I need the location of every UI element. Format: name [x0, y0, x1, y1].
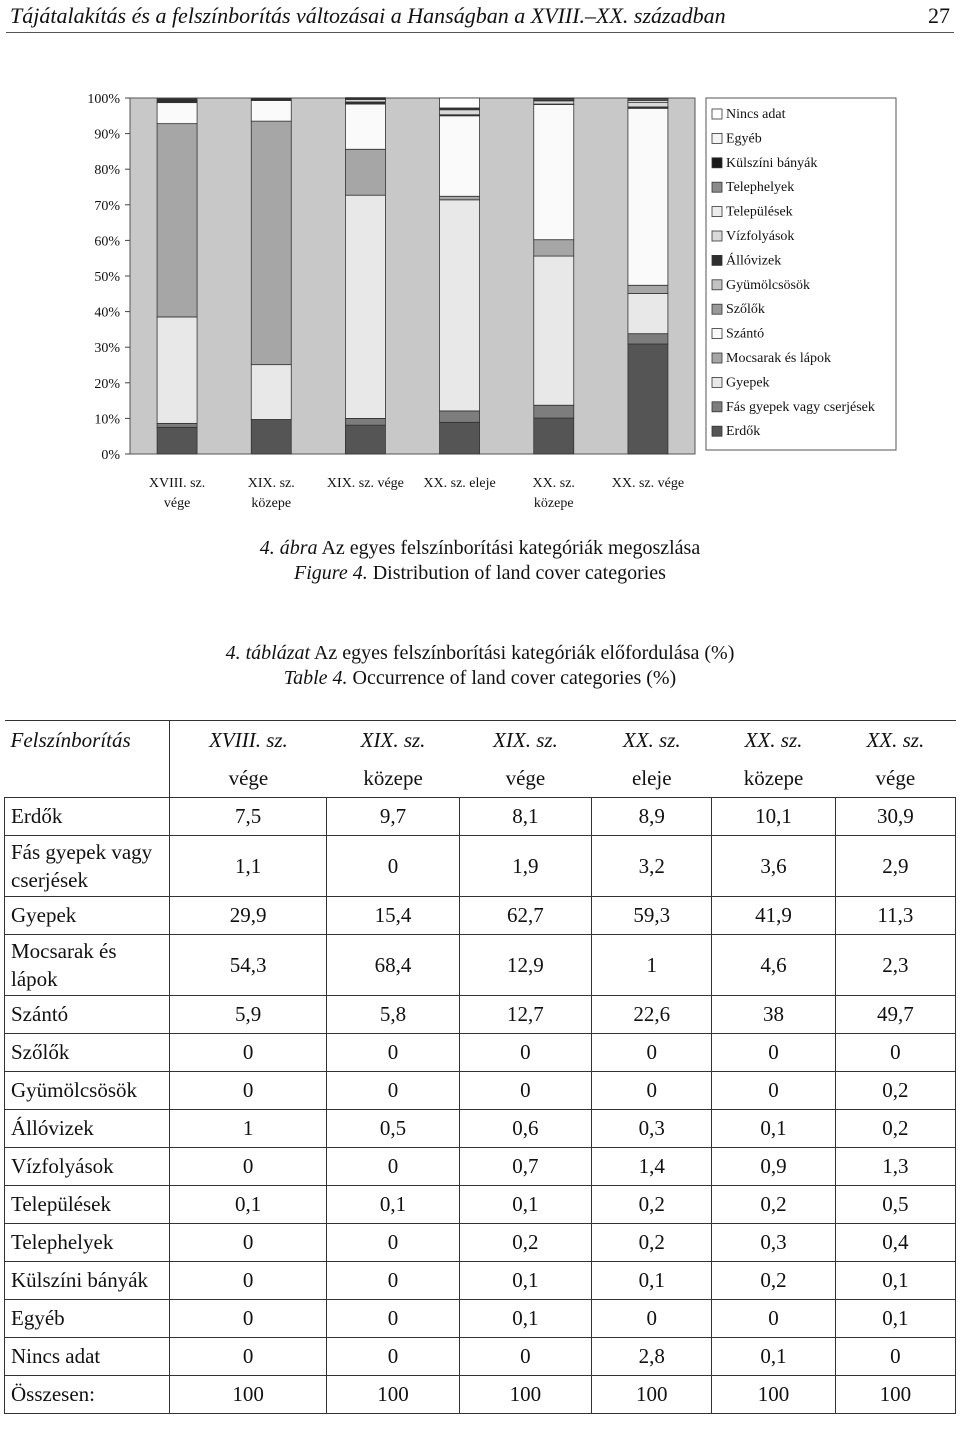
table-cell: 0,1	[459, 1186, 591, 1224]
legend-swatch	[712, 182, 722, 192]
table-cell: 0,4	[835, 1224, 955, 1262]
table-cell: 0	[459, 1072, 591, 1110]
table-cell: 1,4	[592, 1148, 712, 1186]
table-cell: 0,6	[459, 1110, 591, 1148]
table-cell: 15,4	[327, 897, 459, 935]
table-cell: 0	[170, 1300, 327, 1338]
legend-label: Nincs adat	[726, 107, 786, 122]
table-row	[5, 1148, 956, 1186]
legend-label: Külszíni bányák	[726, 155, 818, 171]
legend-label: Szántó	[726, 326, 765, 342]
table-cell: 0	[459, 1338, 591, 1376]
table-row-label: Fás gyepek vagy cserjések	[5, 836, 170, 897]
table-header-cell: vége	[170, 759, 327, 798]
table-cell: 0	[592, 1300, 712, 1338]
table-row	[5, 1338, 956, 1376]
x-tick-label: közepe	[533, 496, 574, 511]
table-header-cell: közepe	[327, 759, 459, 798]
table-cell: 59,3	[592, 897, 712, 935]
table-cell: 0,2	[835, 1072, 955, 1110]
table-row-label: Külszíni bányák	[5, 1262, 170, 1300]
table-cell: 68,4	[327, 935, 459, 996]
legend-swatch	[712, 304, 722, 314]
legend-label: Települések	[726, 204, 793, 220]
table-cell: 4,6	[712, 935, 835, 996]
table-cell: 11,3	[835, 897, 955, 935]
table-row	[5, 897, 956, 935]
table-header-cell: vége	[835, 759, 955, 798]
legend-swatch	[712, 426, 722, 436]
table-cell: 2,8	[592, 1338, 712, 1376]
table-row	[5, 1262, 956, 1300]
bar-segment	[440, 116, 480, 196]
table-cell: 0	[592, 1034, 712, 1072]
table-cell: 0	[327, 1034, 459, 1072]
table-cell: 0	[712, 1300, 835, 1338]
bar-segment	[440, 422, 480, 454]
legend-swatch	[712, 109, 722, 119]
legend-label: Erdők	[726, 424, 761, 440]
legend-swatch	[712, 353, 722, 363]
table-cell: 0	[592, 1072, 712, 1110]
table-row	[5, 798, 956, 836]
bar-segment	[345, 98, 385, 99]
bar-segment	[440, 196, 480, 200]
table-row	[5, 996, 956, 1034]
table-cell: 54,3	[170, 935, 327, 996]
x-tick-label: XX. sz. eleje	[423, 476, 496, 491]
y-tick-label: 70%	[94, 198, 120, 214]
x-tick-label: vége	[163, 496, 191, 511]
bar-segment	[345, 149, 385, 195]
x-tick-label: XVIII. sz.	[148, 476, 206, 491]
table-cell: 0,1	[835, 1300, 955, 1338]
table-cell: 41,9	[712, 897, 835, 935]
legend-swatch	[712, 158, 722, 168]
table-cell: 100	[170, 1376, 327, 1414]
table-cell: 29,9	[170, 897, 327, 935]
bar-segment	[440, 110, 480, 115]
legend-label: Gyepek	[726, 375, 770, 391]
table-cell: 0,2	[592, 1224, 712, 1262]
bar-segment	[534, 240, 574, 256]
bar-segment	[345, 425, 385, 454]
x-tick-label: XX. sz.	[532, 476, 575, 491]
bar-segment	[157, 317, 197, 423]
figure-caption-en	[0, 560, 960, 586]
table-cell: 0,1	[327, 1186, 459, 1224]
bar-segment	[628, 293, 668, 333]
table-cell: 0,3	[712, 1224, 835, 1262]
table-cell: 0,7	[459, 1148, 591, 1186]
legend-swatch	[712, 231, 722, 241]
bar-segment	[157, 423, 197, 427]
bar-segment	[628, 98, 668, 99]
bar-segment	[534, 256, 574, 405]
table-text-hu: Az egyes felszínborítási kategóriák előfordulása (%)	[313, 642, 735, 664]
table-cell: 49,7	[835, 996, 955, 1034]
table-header-row-1	[5, 721, 956, 760]
table-cell: 1	[170, 1110, 327, 1148]
table-cell: 0,1	[712, 1338, 835, 1376]
table-header-cell: XIX. sz.	[327, 721, 459, 760]
bar-segment	[628, 334, 668, 344]
bar-segment	[157, 103, 197, 124]
table-cell: 0,1	[712, 1110, 835, 1148]
table-row-label: Állóvizek	[5, 1110, 170, 1148]
table-cell: 0	[327, 1224, 459, 1262]
table-row-label: Vízfolyások	[5, 1148, 170, 1186]
table-header-cell	[5, 759, 170, 798]
table-cell: 0,1	[592, 1262, 712, 1300]
figure-caption-hu	[0, 535, 960, 561]
table-caption-en	[0, 665, 960, 691]
plot-area	[130, 98, 695, 454]
table-cell: 0,2	[712, 1186, 835, 1224]
table-row	[5, 1376, 956, 1414]
table-cell: 100	[712, 1376, 835, 1414]
y-tick-label: 80%	[94, 163, 120, 179]
bar-segment	[534, 98, 574, 99]
table-cell: 0	[712, 1034, 835, 1072]
table-row-label: Gyümölcsösök	[5, 1072, 170, 1110]
legend-box	[706, 98, 896, 450]
table-cell: 0	[327, 836, 459, 897]
bar-segment	[251, 98, 291, 99]
table-row-label: Gyepek	[5, 897, 170, 935]
figure-label-hu: 4. ábra	[259, 537, 318, 559]
table-header-cell: eleje	[592, 759, 712, 798]
table-row	[5, 1300, 956, 1338]
table-cell: 2,3	[835, 935, 955, 996]
table-row	[5, 1110, 956, 1148]
table-cell: 0,3	[592, 1110, 712, 1148]
table-cell: 0,1	[459, 1262, 591, 1300]
legend-swatch	[712, 402, 722, 412]
bar-segment	[534, 104, 574, 239]
table-cell: 0	[170, 1224, 327, 1262]
table-cell: 30,9	[835, 798, 955, 836]
table-row	[5, 935, 956, 996]
table-header-cell: vége	[459, 759, 591, 798]
legend-label: Vízfolyások	[726, 229, 795, 244]
table-cell: 0,5	[327, 1110, 459, 1148]
land-cover-table	[4, 720, 956, 1414]
table-header-cell: XX. sz.	[712, 721, 835, 760]
table-row-label: Összesen:	[5, 1376, 170, 1414]
table-cell: 0	[327, 1338, 459, 1376]
bar-segment	[628, 108, 668, 285]
y-tick-label: 50%	[94, 270, 120, 285]
table-cell: 100	[459, 1376, 591, 1414]
bar-segment	[345, 418, 385, 425]
table-row-label: Egyéb	[5, 1300, 170, 1338]
table-cell: 0	[327, 1300, 459, 1338]
bar-segment	[534, 405, 574, 418]
bar-segment	[628, 102, 668, 107]
table-cell: 0	[170, 1072, 327, 1110]
table-header-cell: XIX. sz.	[459, 721, 591, 760]
table-cell: 1	[592, 935, 712, 996]
bar-segment	[440, 98, 480, 108]
table-label-en: Table 4.	[283, 667, 348, 689]
table-cell: 100	[592, 1376, 712, 1414]
table-cell: 5,9	[170, 996, 327, 1034]
table-cell: 0,2	[592, 1186, 712, 1224]
table-header-row-2	[5, 759, 956, 798]
bar-segment	[157, 124, 197, 317]
x-tick-label: közepe	[251, 496, 292, 511]
legend-label: Egyéb	[726, 131, 762, 147]
x-tick-label: XX. sz. vége	[611, 476, 685, 491]
y-tick-label: 40%	[94, 305, 120, 321]
table-cell: 0,5	[835, 1186, 955, 1224]
table-cell: 0,2	[835, 1110, 955, 1148]
bar-segment	[440, 200, 480, 411]
table-cell: 7,5	[170, 798, 327, 836]
table-cell: 9,7	[327, 798, 459, 836]
legend-label: Telephelyek	[726, 180, 795, 196]
bar-segment	[157, 427, 197, 454]
legend-label: Szőlők	[726, 302, 765, 318]
bar-segment	[251, 365, 291, 420]
table-cell: 0	[835, 1338, 955, 1376]
table-cell: 2,9	[835, 836, 955, 897]
bar-segment	[345, 104, 385, 149]
table-cell: 0	[327, 1072, 459, 1110]
table-cell: 8,1	[459, 798, 591, 836]
table-cell: 3,2	[592, 836, 712, 897]
table-cell: 0	[170, 1148, 327, 1186]
table-cell: 0,1	[835, 1262, 955, 1300]
legend-swatch	[712, 255, 722, 265]
table-cell: 0	[170, 1034, 327, 1072]
table-cell: 12,7	[459, 996, 591, 1034]
figure-text-hu: Az egyes felszínborítási kategóriák megoszlása	[321, 537, 701, 559]
table-header-cell: Felszínborítás	[5, 721, 170, 760]
table-row-label: Települések	[5, 1186, 170, 1224]
table-cell: 38	[712, 996, 835, 1034]
table-cell: 0,1	[459, 1300, 591, 1338]
legend-swatch	[712, 133, 722, 143]
table-header-cell: XVIII. sz.	[170, 721, 327, 760]
bar-segment	[628, 285, 668, 293]
y-tick-label: 10%	[94, 412, 120, 428]
bar-segment	[157, 99, 197, 100]
y-tick-label: 20%	[94, 376, 120, 392]
table-row-label: Telephelyek	[5, 1224, 170, 1262]
legend-label: Fás gyepek vagy cserjések	[726, 399, 875, 415]
y-tick-label: 90%	[94, 127, 120, 143]
bar-segment	[345, 195, 385, 418]
table-cell: 0	[170, 1262, 327, 1300]
table-row	[5, 1072, 956, 1110]
table-cell: 0	[327, 1262, 459, 1300]
table-row	[5, 836, 956, 897]
y-tick-label: 0%	[101, 448, 120, 463]
table-cell: 100	[327, 1376, 459, 1414]
x-tick-label: XIX. sz.	[247, 476, 295, 491]
table-cell: 3,6	[712, 836, 835, 897]
legend-swatch	[712, 207, 722, 217]
x-tick-label: XIX. sz. vége	[326, 476, 404, 491]
table-cell: 0	[712, 1072, 835, 1110]
legend-label: Mocsarak és lápok	[726, 351, 831, 366]
legend-swatch	[712, 280, 722, 290]
table-cell: 62,7	[459, 897, 591, 935]
table-cell: 1,1	[170, 836, 327, 897]
table-header-cell: XX. sz.	[835, 721, 955, 760]
table-row	[5, 1034, 956, 1072]
table-cell: 0	[459, 1034, 591, 1072]
bar-segment	[251, 419, 291, 454]
table-text-en: Occurrence of land cover categories (%)	[352, 667, 677, 689]
table-cell: 8,9	[592, 798, 712, 836]
running-head-title: Tájátalakítás és a felszínborítás változásai a Hanságban a XVIII.–XX. században	[10, 3, 726, 28]
table-cell: 0,2	[459, 1224, 591, 1262]
table-cell: 0,9	[712, 1148, 835, 1186]
table-row	[5, 1224, 956, 1262]
table-cell: 1,3	[835, 1148, 955, 1186]
table-cell: 0,1	[170, 1186, 327, 1224]
table-label-hu: 4. táblázat	[225, 642, 311, 664]
legend-swatch	[712, 329, 722, 339]
table-row-label: Erdők	[5, 798, 170, 836]
y-tick-label: 30%	[94, 341, 120, 357]
stacked-bar-chart	[0, 80, 960, 520]
table-cell: 1,9	[459, 836, 591, 897]
table-row-label: Nincs adat	[5, 1338, 170, 1376]
table-cell: 0	[170, 1338, 327, 1376]
legend-label: Állóvizek	[726, 253, 782, 269]
table-cell: 22,6	[592, 996, 712, 1034]
legend-swatch	[712, 377, 722, 387]
table-caption-hu	[0, 640, 960, 666]
bar-segment	[534, 101, 574, 104]
bar-segment	[628, 344, 668, 454]
table-cell: 12,9	[459, 935, 591, 996]
running-head	[6, 2, 954, 33]
table-header-cell: közepe	[712, 759, 835, 798]
table-cell: 100	[835, 1376, 955, 1414]
table-row	[5, 1186, 956, 1224]
bar-segment	[251, 121, 291, 365]
table-row-label: Szőlők	[5, 1034, 170, 1072]
table-row-label: Mocsarak és lápok	[5, 935, 170, 996]
y-tick-label: 100%	[87, 92, 120, 107]
y-tick-label: 60%	[94, 234, 120, 250]
table-cell: 5,8	[327, 996, 459, 1034]
table-cell: 10,1	[712, 798, 835, 836]
bar-segment	[251, 100, 291, 121]
table-cell: 0	[835, 1034, 955, 1072]
bar-segment	[440, 411, 480, 422]
table-cell: 0,2	[712, 1262, 835, 1300]
legend-label: Gyümölcsösök	[726, 277, 810, 293]
figure-label-en: Figure 4.	[294, 562, 368, 584]
bar-segment	[534, 418, 574, 454]
table-header-cell: XX. sz.	[592, 721, 712, 760]
table-cell: 0	[327, 1148, 459, 1186]
page-number: 27	[928, 3, 950, 28]
figure-text-en: Distribution of land cover categories	[372, 562, 666, 584]
table-row-label: Szántó	[5, 996, 170, 1034]
